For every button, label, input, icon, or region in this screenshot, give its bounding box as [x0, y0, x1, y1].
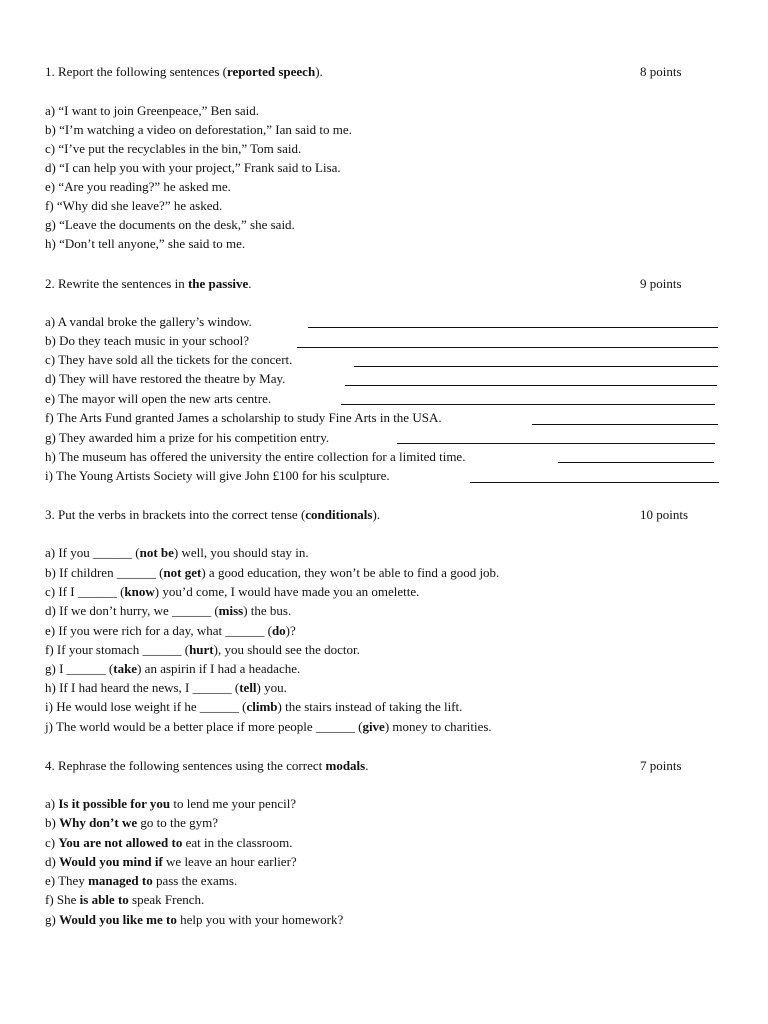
item-text: d) [45, 854, 60, 869]
section2-item: h) The museum has offered the university the entire collection for a limited time. [45, 449, 466, 464]
verb: tell [239, 680, 257, 695]
section1-item: c) “I’ve put the recyclables in the bin,” Tom said. [45, 141, 302, 156]
modal-phrase: Would you like me to [59, 912, 177, 927]
item-text: ) an aspirin if I had a headache. [137, 661, 301, 676]
item-text: ) well, you should stay in. [173, 545, 309, 560]
section4-heading-before: 4. Rephrase the following sentences using the correct [45, 758, 326, 773]
section3-item [45, 601, 291, 620]
section4-heading [45, 756, 368, 775]
answer-line[interactable] [558, 462, 714, 463]
section3-item [45, 563, 499, 582]
section1-heading-bold: reported speech [226, 64, 316, 79]
section3-heading-after: ). [372, 507, 381, 522]
item-text: c) [45, 835, 59, 850]
section4-item [45, 852, 297, 871]
section2-heading-before: 2. Rewrite the sentences in [45, 276, 188, 291]
verb: climb [246, 699, 278, 714]
item-text: f) If your stomach ______ ( [45, 642, 190, 657]
section3-item [45, 717, 492, 736]
verb: hurt [189, 642, 214, 657]
section2-heading-after: . [248, 276, 252, 291]
verb: give [362, 719, 385, 734]
verb: know [124, 584, 155, 599]
item-text: go to the gym? [137, 815, 218, 830]
section3-item [45, 697, 462, 716]
section1-item: f) “Why did she leave?” he asked. [45, 198, 223, 213]
section2-heading [45, 274, 252, 293]
section1-item: h) “Don’t tell anyone,” she said to me. [45, 236, 246, 251]
section2-item: a) A vandal broke the gallery’s window. [45, 314, 252, 329]
section4-item [45, 871, 237, 890]
item-text: eat in the classroom. [182, 835, 293, 850]
item-text: ) money to charities. [384, 719, 492, 734]
item-text: i) He would lose weight if he ______ ( [45, 699, 247, 714]
section4-heading-bold: modals [325, 758, 366, 773]
item-text: j) The world would be a better place if more people ______ ( [45, 719, 363, 734]
answer-line[interactable] [532, 424, 718, 425]
section2-item: f) The Arts Fund granted James a scholarship to study Fine Arts in the USA. [45, 410, 442, 425]
item-text: ), you should see the doctor. [213, 642, 360, 657]
section1-item: b) “I’m watching a video on deforestation,” Ian said to me. [45, 122, 352, 137]
section4-item [45, 890, 204, 909]
section3-heading-before: 3. Put the verbs in brackets into the correct tense ( [45, 507, 306, 522]
item-text: we leave an hour earlier? [162, 854, 297, 869]
section4-item [45, 833, 292, 852]
section3-item [45, 678, 287, 697]
item-text: pass the exams. [152, 873, 238, 888]
section1-item: d) “I can help you with your project,” Frank said to Lisa. [45, 160, 341, 175]
section2-item: b) Do they teach music in your school? [45, 333, 249, 348]
section2-item: g) They awarded him a prize for his competition entry. [45, 430, 330, 445]
modal-phrase: managed to [88, 873, 153, 888]
item-text: ) the bus. [243, 603, 292, 618]
verb: take [113, 661, 138, 676]
modal-phrase: is able to [79, 892, 129, 907]
section1-item: g) “Leave the documents on the desk,” she said. [45, 217, 295, 232]
item-text: ) the stairs instead of taking the lift. [277, 699, 463, 714]
item-text: ) you’d come, I would have made you an omelette. [154, 584, 420, 599]
modal-phrase: Why don’t we [59, 815, 138, 830]
item-text: f) She [45, 892, 80, 907]
section1-heading-before: 1. Report the following sentences ( [45, 64, 227, 79]
answer-line[interactable] [297, 347, 718, 348]
section3-item [45, 640, 360, 659]
section4-heading-after: . [365, 758, 369, 773]
item-text: ) you. [256, 680, 287, 695]
section2-points: 9 points [640, 276, 682, 291]
section3-points: 10 points [640, 507, 689, 522]
section1-heading [45, 62, 323, 81]
section4-item [45, 813, 218, 832]
section1-points: 8 points [640, 64, 682, 79]
item-text: to lend me your pencil? [170, 796, 297, 811]
section3-heading [45, 505, 380, 524]
item-text: ) a good education, they won’t be able to find a good job. [201, 565, 500, 580]
verb: miss [218, 603, 244, 618]
modal-phrase: Is it possible for you [58, 796, 171, 811]
item-text: a) If you ______ ( [45, 545, 140, 560]
verb: not be [139, 545, 174, 560]
item-text: b) If children ______ ( [45, 565, 164, 580]
answer-line[interactable] [308, 327, 718, 328]
section3-item [45, 543, 309, 562]
item-text: )? [285, 623, 296, 638]
modal-phrase: Would you mind if [59, 854, 163, 869]
item-text: g) I ______ ( [45, 661, 114, 676]
item-text: c) If I ______ ( [45, 584, 125, 599]
item-text: h) If I had heard the news, I ______ ( [45, 680, 240, 695]
section3-item [45, 621, 296, 640]
section4-item [45, 910, 343, 929]
section4-points: 7 points [640, 758, 682, 773]
section2-item: c) They have sold all the tickets for the concert. [45, 352, 293, 367]
item-text: speak French. [128, 892, 205, 907]
section2-item: e) The mayor will open the new arts centre. [45, 391, 272, 406]
answer-line[interactable] [345, 385, 717, 386]
section2-item: d) They will have restored the theatre by May. [45, 371, 286, 386]
item-text: g) [45, 912, 60, 927]
section1-item: a) “I want to join Greenpeace,” Ben said. [45, 103, 260, 118]
item-text: help you with your homework? [176, 912, 344, 927]
answer-line[interactable] [397, 443, 715, 444]
section2-heading-bold: the passive [187, 276, 249, 291]
section3-heading-bold: conditionals [305, 507, 373, 522]
section4-item [45, 794, 296, 813]
answer-line[interactable] [341, 404, 715, 405]
item-text: e) If you were rich for a day, what ______ ( [45, 623, 272, 638]
answer-line[interactable] [470, 482, 719, 483]
verb: do [271, 623, 286, 638]
section1-item: e) “Are you reading?” he asked me. [45, 179, 231, 194]
answer-line[interactable] [354, 366, 718, 367]
item-text: a) [45, 796, 59, 811]
section3-item [45, 659, 300, 678]
modal-phrase: You are not allowed to [58, 835, 183, 850]
section3-item [45, 582, 419, 601]
item-text: b) [45, 815, 60, 830]
item-text: e) They [45, 873, 89, 888]
item-text: d) If we don’t hurry, we ______ ( [45, 603, 219, 618]
section2-item: i) The Young Artists Society will give John £100 for his sculpture. [45, 468, 390, 483]
verb: not get [163, 565, 202, 580]
section1-heading-after: ). [315, 64, 323, 79]
